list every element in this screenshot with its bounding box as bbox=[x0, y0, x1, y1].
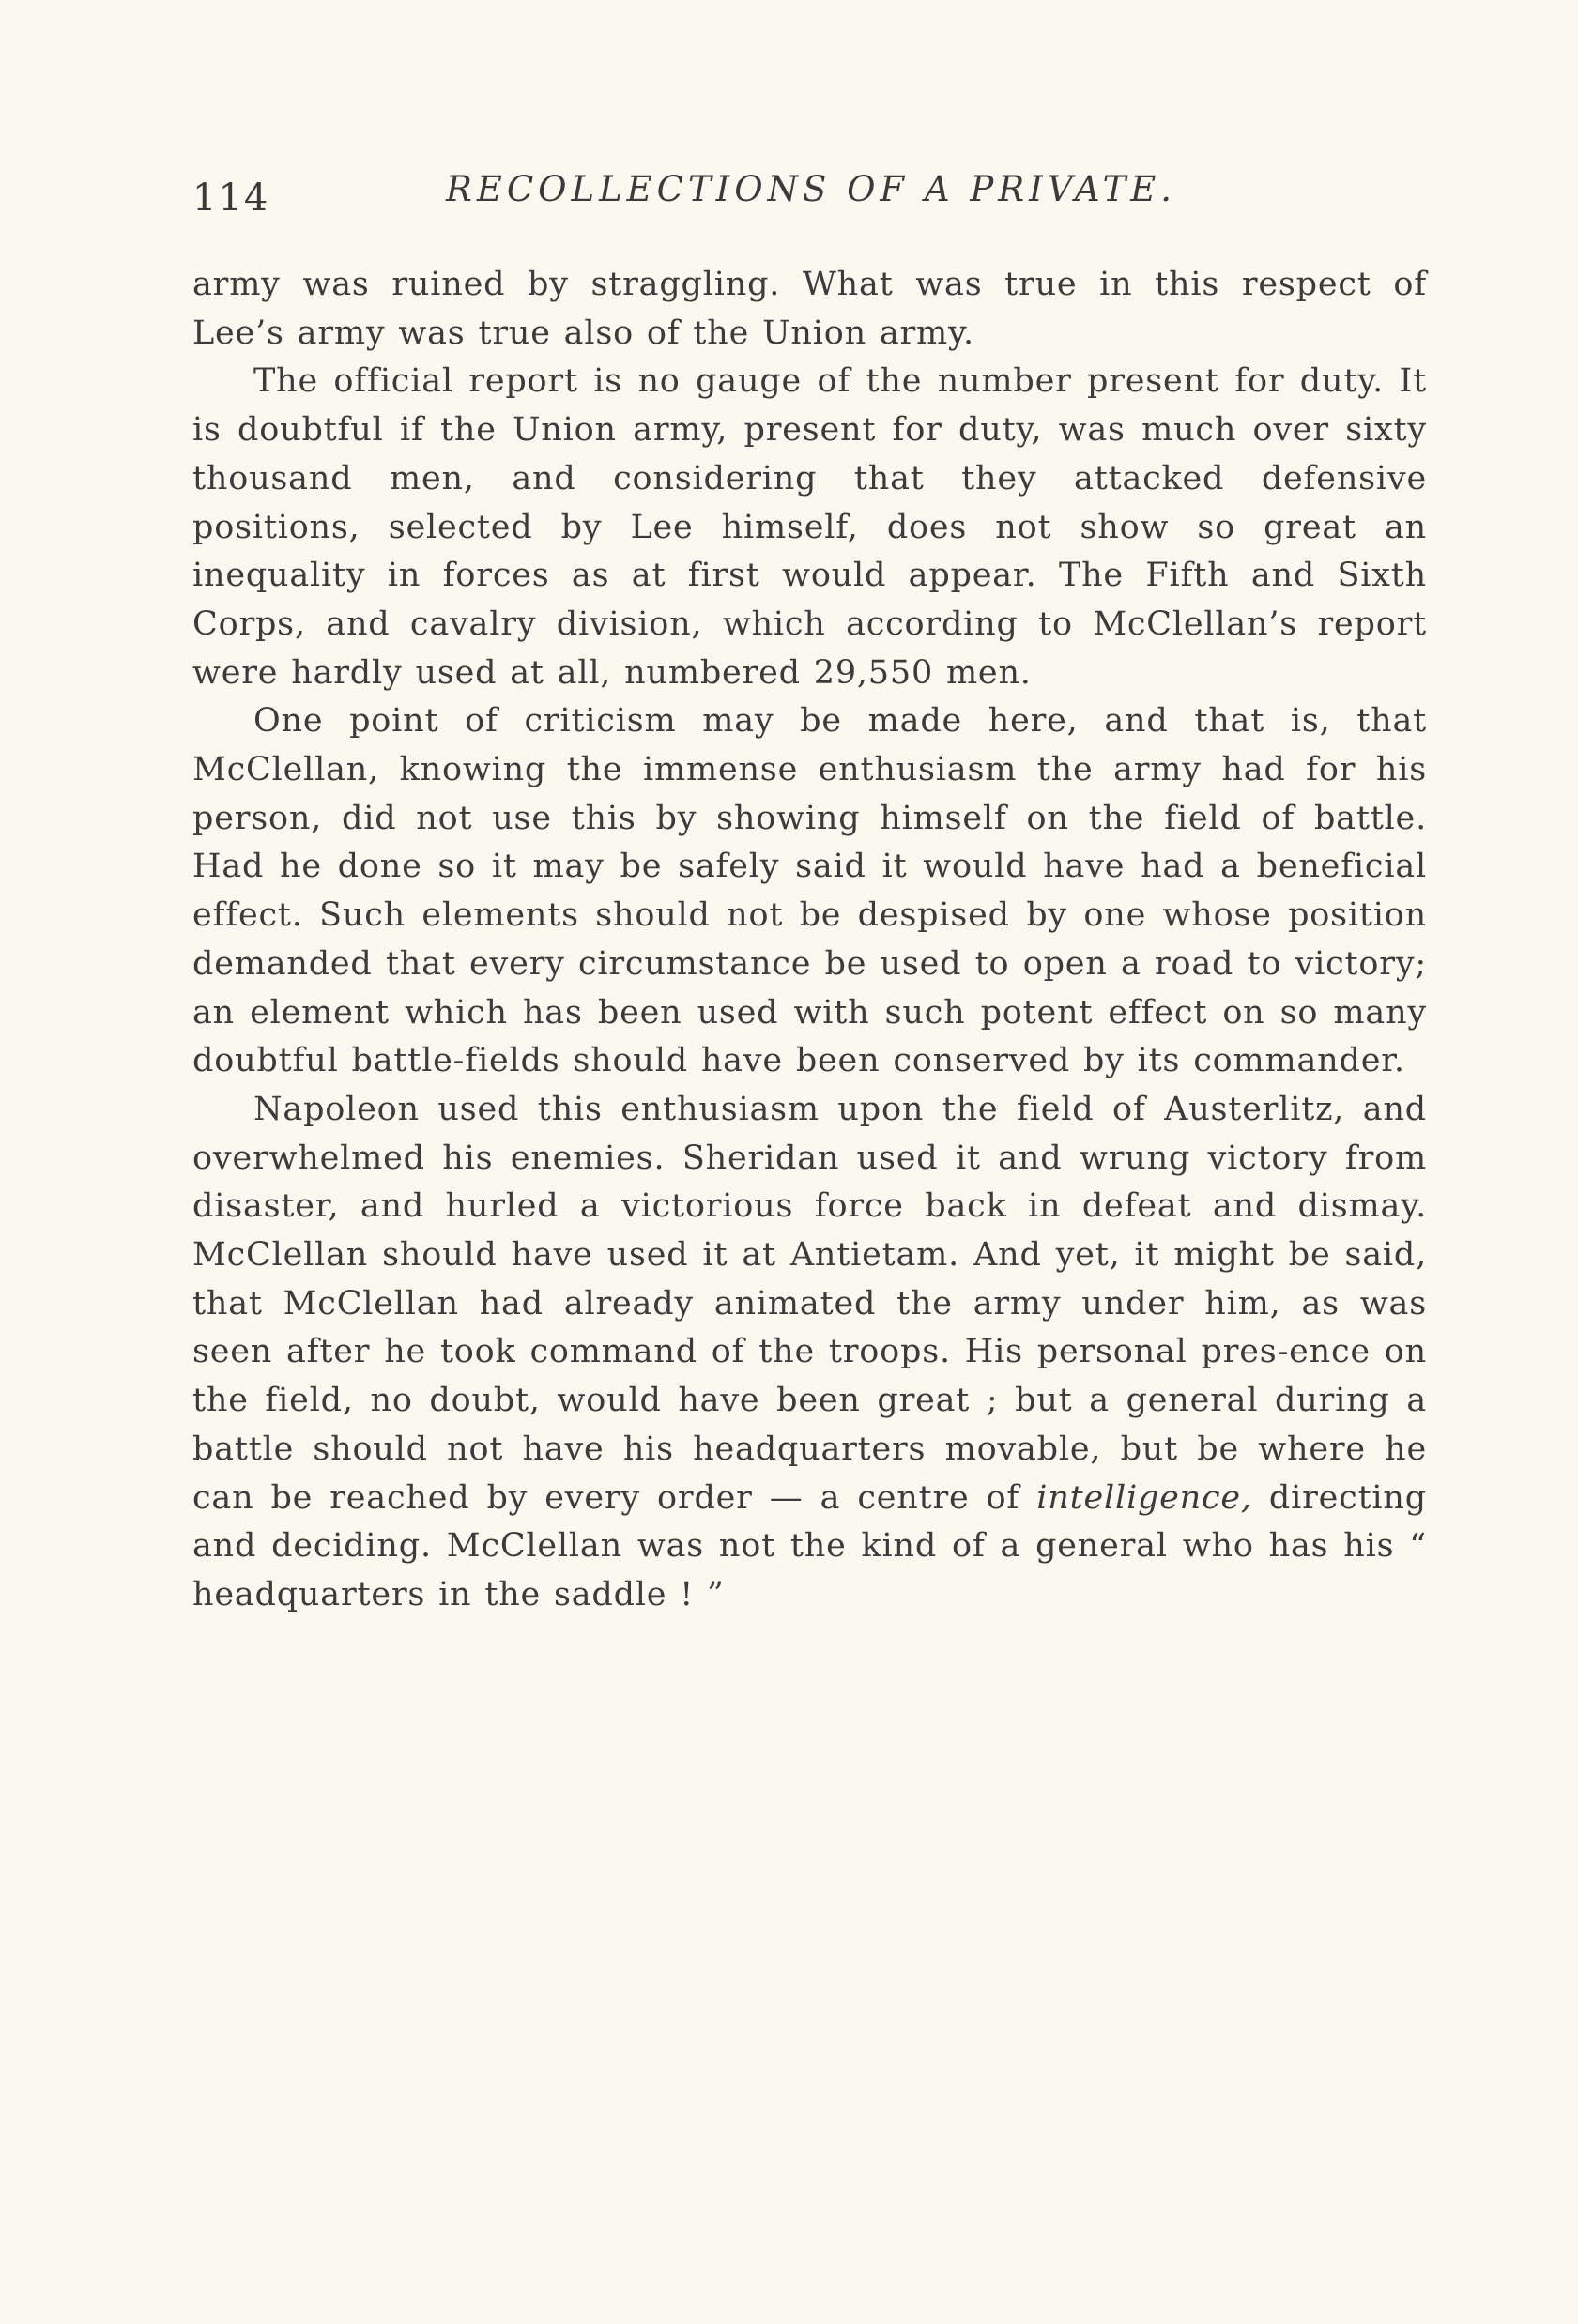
paragraph-continuation: army was ruined by straggling. What was true in this respect of Lee’s army was true also of the Union army. bbox=[192, 266, 1427, 352]
page-number: 114 bbox=[192, 176, 270, 220]
italic-intelligence: intelligence, bbox=[1036, 1478, 1252, 1517]
paragraph-napoleon-main-text: Napoleon used this enthusiasm upon the field of Austerlitz, and overwhelmed his enemies. Sheridan used it and wrung victory from disaster, and hurled a victorious force back in defeat and dismay. McClellan should have used it at Antietam. And yet, it might be said, that McClellan had already animated the army under him, as was seen after he took command of the troops. His personal pres-ence on the field, no doubt, would have been great ; but a general during a battle should not have his headquarters movable, but be where he can be reached by every order — a centre of bbox=[192, 1090, 1427, 1517]
running-head bbox=[192, 165, 1427, 231]
paragraph-official-report: The official report is no gauge of the number present for duty. It is doubtful if the Union army, present for duty, was much over sixty thousand men, and considering that they attacked defensive positions, selected by Lee himself, does not show so great an inequality in forces as at first would appear. The Fifth and Sixth Corps, and cavalry division, which according to McClellan’s report were hardly used at all, numbered 29,550 men. bbox=[192, 362, 1427, 692]
running-title: RECOLLECTIONS OF A PRIVATE. bbox=[446, 169, 1177, 209]
paragraph-criticism: One point of criticism may be made here, and that is, that McClellan, knowing the immense enthusiasm the army had for his person, did not use this by showing himself on the field of battle. Had he done so it may be safely said it would have had a beneficial effect. Such elements should not be despised by one whose position demanded that every circumstance be used to open a road to victory; an element which has been used with such potent effect on so many doubtful battle-fields should have been conserved by its commander. bbox=[192, 702, 1427, 1080]
body-text bbox=[192, 261, 1427, 1620]
paragraph-napoleon-ending-text: directing and deciding. McClellan was not the kind of a general who has his “ headquarters in the saddle ! ” bbox=[192, 1478, 1427, 1613]
paragraph-napoleon bbox=[192, 1086, 1427, 1620]
